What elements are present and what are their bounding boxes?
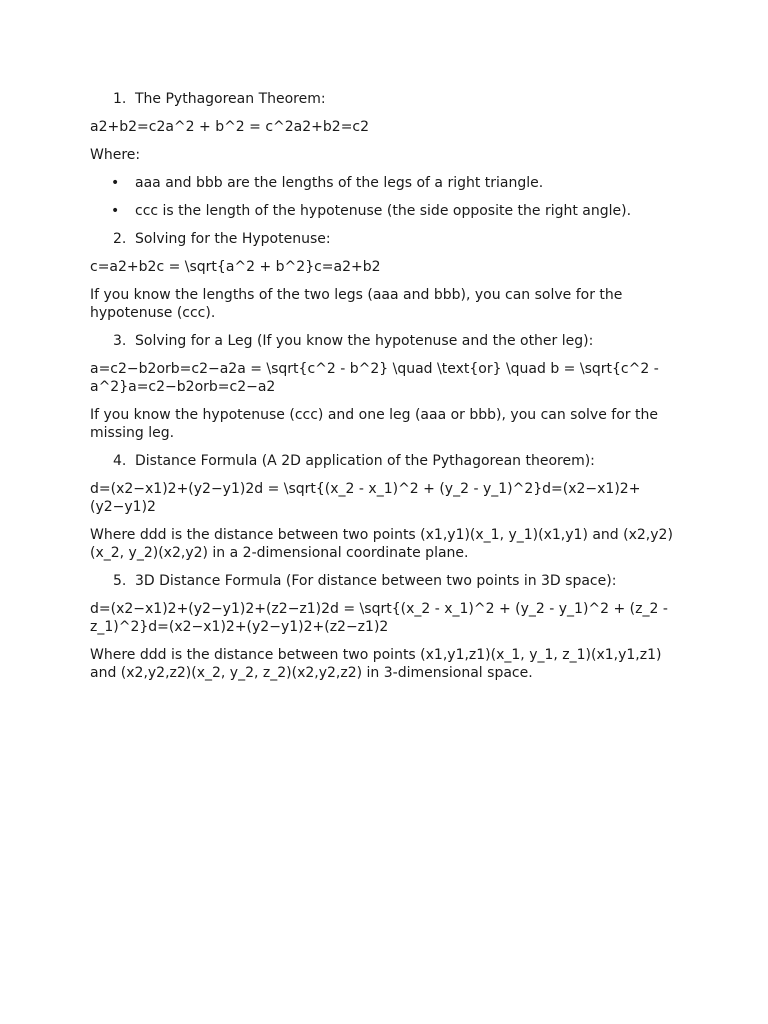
formula-distance-2d: d=(x2−x1)2+(y2−y1)2d = \sqrt{(x_2 - x_1)^2 + (y_2 - y_1)^2}d=(x2−x1)2+(y2−y1)2 [90,481,641,515]
section-heading-text: Solving for the Hypotenuse: [135,231,331,247]
section-number: 5. [113,573,127,589]
section-number: 4. [113,453,127,469]
list-item [90,452,680,470]
list-item: • aaa and bbb are the lengths of the legs of a right triangle. [90,174,680,192]
formula-leg: a=c2−b2orb=c2−a2a = \sqrt{c^2 - b^2} \quad \text{or} \quad b = \sqrt{c^2 - a^2}a=c2−b2orb=c2−a2 [90,361,659,395]
where-label: Where: [90,147,141,163]
section-number: 3. [113,333,127,349]
list-item: • ccc is the length of the hypotenuse (the side opposite the right angle). [90,202,680,220]
list-item [90,572,680,590]
section-5-heading [90,572,680,590]
section-heading-text: 3D Distance Formula (For distance between two points in 3D space): [135,573,617,589]
section-4-heading [90,452,680,470]
section-number: 1. [113,91,127,107]
list-item [90,230,680,248]
section-2-heading [90,230,680,248]
section-number: 2. [113,231,127,247]
list-item [90,90,680,108]
definition-list [90,174,680,220]
formula-pythagorean: a2+b2=c2a^2 + b^2 = c^2a2+b2=c2 [90,119,370,135]
section-1-heading [90,90,680,108]
paragraph: Where ddd is the distance between two points (x1,y1,z1)(x_1, y_1, z_1)(x1,y1,z1) and (x2,y2,z2)(x_2, y_2, z_2)(x2,y2,z2) in 3-dimensional space. [90,647,662,681]
list-item [90,332,680,350]
formula-hypotenuse: c=a2+b2c = \sqrt{a^2 + b^2}c=a2+b2 [90,259,381,275]
section-heading-text: Distance Formula (A 2D application of the Pythagorean theorem): [135,453,595,469]
formula-distance-3d: d=(x2−x1)2+(y2−y1)2+(z2−z1)2d = \sqrt{(x_2 - x_1)^2 + (y_2 - y_1)^2 + (z_2 - z_1)^2}d=(x2−x1)2+(y2−y1)2+(z2−z1)2 [90,601,668,635]
document-page [90,90,680,692]
section-heading-text: Solving for a Leg (If you know the hypotenuse and the other leg): [135,333,594,349]
paragraph: If you know the hypotenuse (ccc) and one leg (aaa or bbb), you can solve for the missing leg. [90,407,658,441]
paragraph: If you know the lengths of the two legs (aaa and bbb), you can solve for the hypotenuse (ccc). [90,287,623,321]
section-3-heading [90,332,680,350]
paragraph: Where ddd is the distance between two points (x1,y1)(x_1, y_1)(x1,y1) and (x2,y2)(x_2, y_2)(x2,y2) in a 2-dimensional coordinate plane. [90,527,673,561]
section-heading-text: The Pythagorean Theorem: [135,91,326,107]
